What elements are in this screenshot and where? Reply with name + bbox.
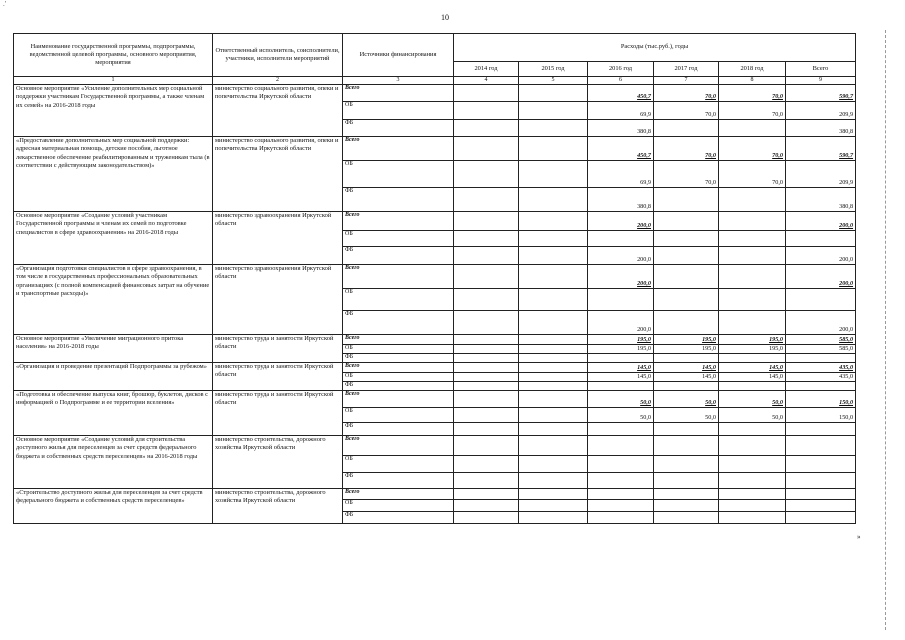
funding-source: ФБ xyxy=(343,247,454,265)
amount-cell xyxy=(654,247,719,265)
amount-cell xyxy=(719,455,786,472)
amount-cell xyxy=(519,435,588,455)
funding-source: Всего xyxy=(343,435,454,455)
amount-cell xyxy=(588,422,654,435)
amount-cell: 69,9 xyxy=(588,102,654,120)
amount-cell xyxy=(588,231,654,247)
amount-cell xyxy=(588,455,654,472)
amount-cell xyxy=(719,472,786,488)
table-row xyxy=(14,265,856,289)
amount-cell xyxy=(654,354,719,363)
header-source: Источники финансирования xyxy=(343,34,454,77)
column-number: 8 xyxy=(719,77,786,85)
amount-total xyxy=(786,381,856,390)
amount-cell: 450,7 xyxy=(588,85,654,102)
amount-cell xyxy=(654,188,719,212)
amount-cell xyxy=(719,354,786,363)
header-expenses: Расходы (тыс.руб.), годы xyxy=(454,34,856,62)
amount-cell xyxy=(519,390,588,407)
funding-source: ОБ xyxy=(343,499,454,511)
amount-total xyxy=(786,511,856,523)
amount-cell xyxy=(454,212,519,231)
amount-cell xyxy=(454,289,519,311)
table-row xyxy=(14,137,856,161)
amount-cell xyxy=(454,335,519,345)
amount-cell: 195,0 xyxy=(588,345,654,354)
amount-cell xyxy=(719,289,786,311)
funding-source: ФБ xyxy=(343,472,454,488)
amount-cell: 195,0 xyxy=(588,335,654,345)
amount-total: 209,9 xyxy=(786,102,856,120)
funding-source: ФБ xyxy=(343,381,454,390)
header-name: Наименование государственной программы, подпрограммы, ведомственной целевой программы, основного мероприятия, мероприятия xyxy=(14,34,213,77)
amount-total: 150,0 xyxy=(786,407,856,422)
amount-cell: 70,0 xyxy=(719,102,786,120)
amount-total: 200,0 xyxy=(786,212,856,231)
amount-cell: 50,0 xyxy=(719,407,786,422)
table-row xyxy=(14,85,856,102)
amount-cell xyxy=(519,212,588,231)
amount-total xyxy=(786,435,856,455)
amount-total xyxy=(786,455,856,472)
amount-cell xyxy=(519,407,588,422)
amount-cell xyxy=(454,188,519,212)
table-row xyxy=(14,335,856,345)
amount-cell: 50,0 xyxy=(588,390,654,407)
amount-total: 585,0 xyxy=(786,345,856,354)
header-year: 2018 год xyxy=(719,62,786,77)
amount-cell xyxy=(654,499,719,511)
amount-cell xyxy=(654,455,719,472)
funding-source: ФБ xyxy=(343,422,454,435)
amount-cell xyxy=(654,231,719,247)
funding-source: ОБ xyxy=(343,161,454,188)
amount-cell xyxy=(719,120,786,137)
amount-total: 590,7 xyxy=(786,85,856,102)
funding-source: ФБ xyxy=(343,120,454,137)
amount-cell xyxy=(519,335,588,345)
amount-cell xyxy=(454,120,519,137)
measure-name: «Организация и проведение презентаций Подпрограммы за рубежом» xyxy=(14,362,213,390)
amount-cell xyxy=(588,435,654,455)
amount-cell xyxy=(654,120,719,137)
amount-total xyxy=(786,289,856,311)
amount-total: 200,0 xyxy=(786,311,856,335)
measure-name: «Организация подготовки специалистов в сфере здравоохранения, в том числе в государственных профессиональных образовательных организациях (с полной компенсацией финансовых затрат на обучение и транспортные расходы)» xyxy=(14,265,213,335)
amount-cell: 70,0 xyxy=(719,137,786,161)
amount-cell xyxy=(654,265,719,289)
amount-total: 380,8 xyxy=(786,188,856,212)
amount-cell xyxy=(454,372,519,381)
amount-cell xyxy=(588,488,654,499)
column-number: 3 xyxy=(343,77,454,85)
amount-cell: 200,0 xyxy=(588,212,654,231)
amount-cell xyxy=(454,472,519,488)
measure-name: Основное мероприятие «Увеличение миграционного притока населения» на 2016-2018 годы xyxy=(14,335,213,363)
amount-cell xyxy=(454,422,519,435)
amount-cell xyxy=(719,212,786,231)
column-number: 1 xyxy=(14,77,213,85)
funding-source: Всего xyxy=(343,85,454,102)
amount-cell: 50,0 xyxy=(654,390,719,407)
financing-table xyxy=(13,33,856,524)
amount-cell xyxy=(654,311,719,335)
amount-cell xyxy=(454,231,519,247)
executor-name: министерство строительства, дорожного хозяйства Иркутской области xyxy=(213,488,343,523)
table-row xyxy=(14,362,856,372)
amount-cell xyxy=(454,345,519,354)
header-year: 2015 год xyxy=(519,62,588,77)
amount-cell xyxy=(519,85,588,102)
amount-cell xyxy=(454,381,519,390)
amount-cell xyxy=(719,511,786,523)
amount-cell xyxy=(519,231,588,247)
amount-cell xyxy=(654,511,719,523)
amount-cell xyxy=(654,212,719,231)
amount-cell xyxy=(519,511,588,523)
amount-cell xyxy=(454,362,519,372)
amount-total: 585,0 xyxy=(786,335,856,345)
amount-cell xyxy=(454,435,519,455)
amount-cell xyxy=(519,247,588,265)
amount-cell xyxy=(719,311,786,335)
amount-cell xyxy=(454,247,519,265)
table-row xyxy=(14,488,856,499)
amount-cell xyxy=(519,289,588,311)
amount-cell: 70,0 xyxy=(654,161,719,188)
amount-cell xyxy=(719,499,786,511)
amount-cell xyxy=(454,354,519,363)
column-number: 5 xyxy=(519,77,588,85)
amount-cell xyxy=(588,511,654,523)
amount-total xyxy=(786,499,856,511)
amount-cell: 70,0 xyxy=(719,161,786,188)
amount-cell xyxy=(454,311,519,335)
funding-source: ОБ xyxy=(343,372,454,381)
amount-total xyxy=(786,472,856,488)
amount-cell xyxy=(588,472,654,488)
executor-name: министерство здравоохранения Иркутской области xyxy=(213,265,343,335)
amount-cell xyxy=(519,381,588,390)
amount-cell xyxy=(454,407,519,422)
funding-source: ФБ xyxy=(343,511,454,523)
amount-cell: 145,0 xyxy=(719,372,786,381)
funding-source: ОБ xyxy=(343,455,454,472)
page-edge-rule xyxy=(885,30,887,630)
funding-source: ОБ xyxy=(343,345,454,354)
executor-name: министерство здравоохранения Иркутской области xyxy=(213,212,343,265)
amount-cell: 450,7 xyxy=(588,137,654,161)
amount-cell xyxy=(454,488,519,499)
amount-cell xyxy=(519,102,588,120)
amount-cell xyxy=(519,488,588,499)
amount-cell: 70,0 xyxy=(719,85,786,102)
header-executor: Ответственный исполнитель, соисполнители, участники, исполнители мероприятий xyxy=(213,34,343,77)
amount-cell xyxy=(719,381,786,390)
column-number: 9 xyxy=(786,77,856,85)
amount-cell xyxy=(519,345,588,354)
amount-cell xyxy=(719,435,786,455)
funding-source: Всего xyxy=(343,488,454,499)
amount-total: 150,0 xyxy=(786,390,856,407)
amount-cell: 200,0 xyxy=(588,311,654,335)
funding-source: ОБ xyxy=(343,407,454,422)
funding-source: ОБ xyxy=(343,102,454,120)
amount-cell xyxy=(519,354,588,363)
amount-cell xyxy=(588,499,654,511)
amount-cell xyxy=(588,381,654,390)
amount-cell: 70,0 xyxy=(654,102,719,120)
funding-source: ОБ xyxy=(343,231,454,247)
amount-cell: 200,0 xyxy=(588,247,654,265)
amount-cell: 50,0 xyxy=(588,407,654,422)
amount-total: 435,0 xyxy=(786,372,856,381)
amount-cell xyxy=(719,231,786,247)
measure-name: «Подготовка и обеспечение выпуска книг, брошюр, буклетов, дисков с информацией о Подпрограмме и ее территории вселения» xyxy=(14,390,213,435)
amount-cell xyxy=(719,265,786,289)
amount-cell xyxy=(588,289,654,311)
column-number: 2 xyxy=(213,77,343,85)
funding-source: Всего xyxy=(343,212,454,231)
amount-cell xyxy=(519,372,588,381)
amount-cell: 200,0 xyxy=(588,265,654,289)
amount-cell xyxy=(519,311,588,335)
amount-cell xyxy=(454,511,519,523)
table-row xyxy=(14,435,856,455)
header-total: Всего xyxy=(786,62,856,77)
amount-cell: 145,0 xyxy=(654,362,719,372)
amount-cell xyxy=(654,422,719,435)
header-year: 2016 год xyxy=(588,62,654,77)
amount-total xyxy=(786,354,856,363)
funding-source: Всего xyxy=(343,362,454,372)
amount-cell xyxy=(719,247,786,265)
measure-name: Основное мероприятие «Создание условий для строительства доступного жилья для переселенцев за счет средств федерального бюджета и собственных средств переселенцев» на 2016-2018 годы xyxy=(14,435,213,488)
funding-source: ФБ xyxy=(343,188,454,212)
executor-name: министерство труда и занятости Иркутской области xyxy=(213,362,343,390)
amount-cell xyxy=(454,390,519,407)
amount-cell: 145,0 xyxy=(719,362,786,372)
table-body xyxy=(14,85,856,524)
executor-name: министерство социального развития, опеки и попечительства Иркутской области xyxy=(213,85,343,137)
amount-total xyxy=(786,488,856,499)
amount-cell: 195,0 xyxy=(719,345,786,354)
amount-cell: 380,8 xyxy=(588,188,654,212)
amount-cell: 195,0 xyxy=(654,335,719,345)
amount-total xyxy=(786,422,856,435)
amount-cell xyxy=(719,422,786,435)
amount-cell xyxy=(454,499,519,511)
measure-name: «Предоставление дополнительных мер социальной поддержки: адресная материальная помощь, детские пособия, льготное лекарственное обеспечение реабилитированным и труженикам тыла (в соответствии с действующим законодательством)» xyxy=(14,137,213,212)
amount-cell xyxy=(719,488,786,499)
amount-cell: 145,0 xyxy=(588,362,654,372)
amount-cell: 69,9 xyxy=(588,161,654,188)
amount-cell xyxy=(654,435,719,455)
executor-name: министерство труда и занятости Иркутской области xyxy=(213,335,343,363)
amount-total: 200,0 xyxy=(786,247,856,265)
amount-total: 590,7 xyxy=(786,137,856,161)
page-number: 10 xyxy=(441,13,449,22)
amount-cell xyxy=(454,265,519,289)
funding-source: ФБ xyxy=(343,311,454,335)
amount-cell: 145,0 xyxy=(588,372,654,381)
amount-cell xyxy=(519,120,588,137)
amount-cell xyxy=(454,161,519,188)
amount-cell xyxy=(454,85,519,102)
amount-cell xyxy=(519,362,588,372)
column-number: 4 xyxy=(454,77,519,85)
amount-total: 435,0 xyxy=(786,362,856,372)
amount-cell xyxy=(519,161,588,188)
amount-total: 200,0 xyxy=(786,265,856,289)
amount-cell xyxy=(654,488,719,499)
amount-cell xyxy=(654,381,719,390)
amount-total: 209,9 xyxy=(786,161,856,188)
header-year: 2017 год xyxy=(654,62,719,77)
amount-cell xyxy=(519,137,588,161)
executor-name: министерство строительства, дорожного хозяйства Иркутской области xyxy=(213,435,343,488)
amount-cell xyxy=(654,472,719,488)
amount-cell xyxy=(519,188,588,212)
column-number: 6 xyxy=(588,77,654,85)
funding-source: ОБ xyxy=(343,289,454,311)
amount-total: 380,8 xyxy=(786,120,856,137)
amount-cell: 50,0 xyxy=(719,390,786,407)
table-row xyxy=(14,390,856,407)
amount-cell xyxy=(454,102,519,120)
amount-cell xyxy=(454,455,519,472)
corner-mark: .' xyxy=(3,0,7,8)
table-end-mark: » xyxy=(857,533,861,541)
amount-cell: 145,0 xyxy=(654,372,719,381)
amount-cell: 50,0 xyxy=(654,407,719,422)
funding-source: Всего xyxy=(343,265,454,289)
measure-name: Основное мероприятие «Усиление дополнительных мер социальной поддержки участникам Государственной программы, а также членам их семей» на 2016-2018 годы xyxy=(14,85,213,137)
amount-cell xyxy=(519,265,588,289)
measure-name: Основное мероприятие «Создание условий участникам Государственной программы и членам их семей по подготовке специалистов в сфере здравоохранения» на 2016-2018 годы xyxy=(14,212,213,265)
amount-total xyxy=(786,231,856,247)
funding-source: Всего xyxy=(343,335,454,345)
amount-cell: 195,0 xyxy=(654,345,719,354)
amount-cell xyxy=(588,354,654,363)
amount-cell xyxy=(654,289,719,311)
amount-cell xyxy=(454,137,519,161)
table-row xyxy=(14,212,856,231)
funding-source: Всего xyxy=(343,390,454,407)
amount-cell xyxy=(719,188,786,212)
amount-cell: 70,0 xyxy=(654,137,719,161)
amount-cell xyxy=(519,455,588,472)
measure-name: «Строительство доступного жилья для переселенцев за счет средств федерального бюджета и собственных средств переселенцев» xyxy=(14,488,213,523)
header-year: 2014 год xyxy=(454,62,519,77)
executor-name: министерство социального развития, опеки и попечительства Иркутской области xyxy=(213,137,343,212)
executor-name: министерство труда и занятости Иркутской области xyxy=(213,390,343,435)
amount-cell: 70,0 xyxy=(654,85,719,102)
amount-cell xyxy=(519,499,588,511)
funding-source: ФБ xyxy=(343,354,454,363)
funding-source: Всего xyxy=(343,137,454,161)
amount-cell xyxy=(519,472,588,488)
amount-cell: 380,8 xyxy=(588,120,654,137)
amount-cell: 195,0 xyxy=(719,335,786,345)
column-number: 7 xyxy=(654,77,719,85)
amount-cell xyxy=(519,422,588,435)
